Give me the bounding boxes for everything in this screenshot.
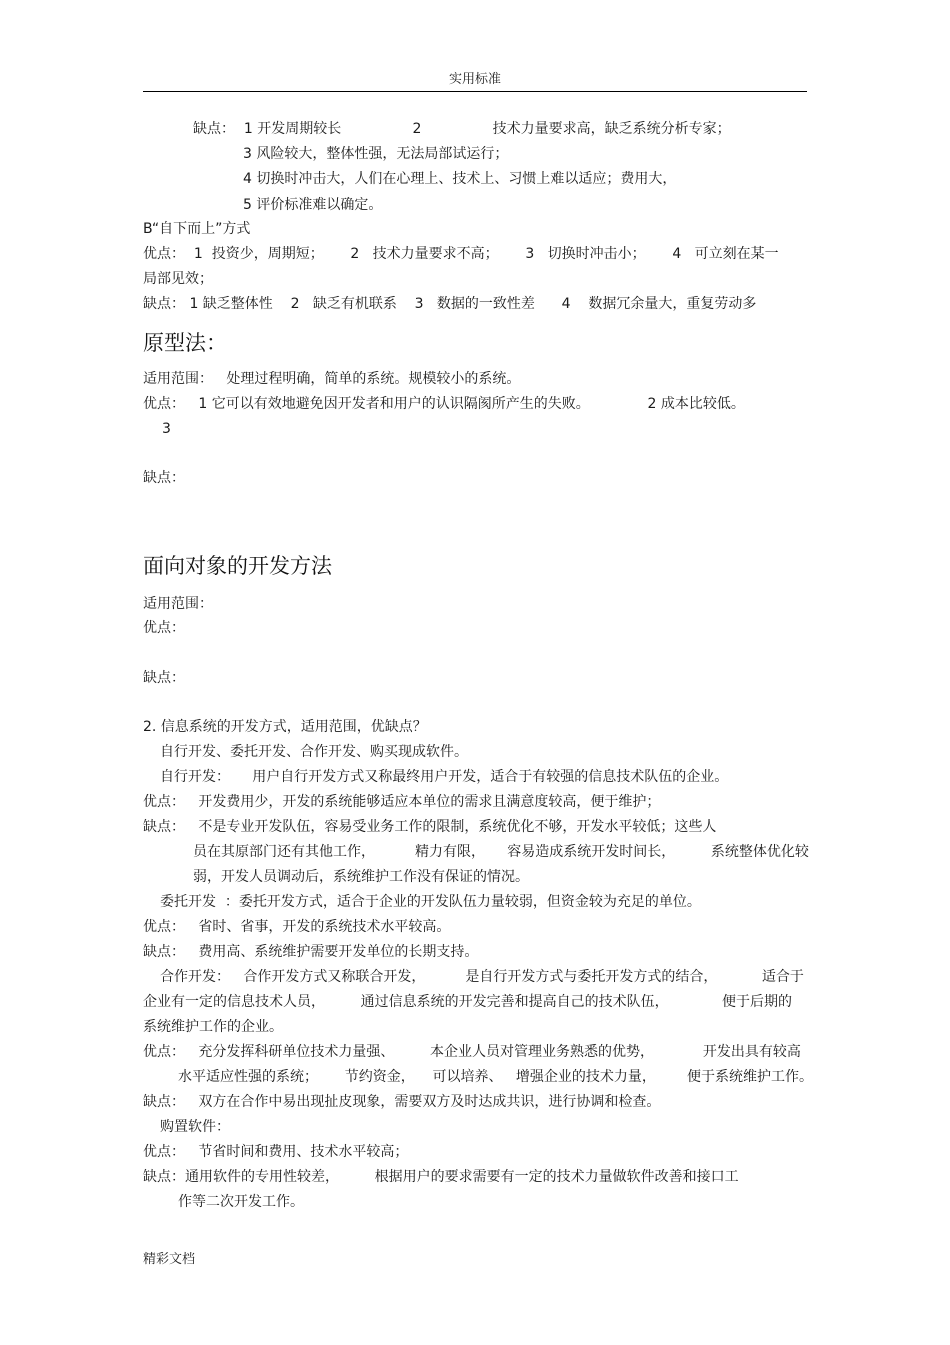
text-line: 自行开发： 用户自行开发方式又称最终用户开发，适合于有较强的信息技术队伍的企业。 (160, 769, 729, 785)
text-line: 优点： (143, 620, 185, 636)
text-line: 优点： 节省时间和费用、技术水平较高； (143, 1144, 409, 1160)
text-line: 缺点：通用软件的专用性较差， 根据用户的要求需要有一定的技术力量做软件改善和接口工 (143, 1169, 739, 1185)
text-line: 员在其原部门还有其他工作， 精力有限， 容易造成系统开发时间长， 系统整体优化较 (193, 844, 809, 860)
text-line: 优点： 1 投资少，周期短； 2 技术力量要求不高； 3 切换时冲击小； 4 可立刻在某一 (143, 246, 779, 262)
text-line: 4 切换时冲击大，人们在心理上、技术上、习惯上难以适应；费用大， (243, 171, 677, 187)
text-line: 优点： 充分发挥科研单位技术力量强、 本企业人员对管理业务熟悉的优势， 开发出具有较高 (143, 1044, 801, 1060)
text-line: 缺点： 1 缺乏整体性 2 缺乏有机联系 3 数据的一致性差 4 数据冗余量大，重复劳动多 (143, 296, 757, 312)
page-footer: 精彩文档 (143, 1252, 196, 1267)
text-line: 缺点： 不是专业开发队伍，容易受业务工作的限制，系统优化不够，开发水平较低；这些人 (143, 819, 717, 835)
text-line: 企业有一定的信息技术人员， 通过信息系统的开发完善和提高自己的技术队伍， 便于后期的 (143, 994, 793, 1010)
text-line: 局部见效； (143, 271, 213, 287)
text-line: 缺点： (143, 470, 185, 486)
page-header: 实用标准 (448, 72, 501, 87)
text-line: 优点： 开发费用少，开发的系统能够适应本单位的需求且满意度较高，便于维护； (143, 794, 661, 810)
text-line: 3 (162, 421, 171, 437)
text-line: 3 风险较大，整体性强，无法局部试运行； (243, 146, 509, 162)
section-heading: 原型法： (143, 331, 227, 355)
text-line: 购置软件： (160, 1119, 230, 1135)
text-line: 水平适应性强的系统； 节约资金， 可以培养、 增强企业的技术力量， 便于系统维护工作。 (178, 1069, 814, 1085)
header-rule (143, 91, 807, 92)
text-line: 自行开发、委托开发、合作开发、购买现成软件。 (160, 744, 468, 760)
text-line: 2. 信息系统的开发方式，适用范围，优缺点？ (143, 719, 427, 735)
text-line: 优点： 1 它可以有效地避免因开发者和用户的认识隔阂所产生的失败。 2 成本比较低。 (143, 396, 745, 412)
section-heading: 面向对象的开发方法 (143, 554, 332, 578)
text-line: 优点： 省时、省事，开发的系统技术水平较高。 (143, 919, 451, 935)
text-line: 5 评价标准难以确定。 (243, 197, 383, 213)
text-line: 适用范围： (143, 596, 213, 612)
text-line: 弱，开发人员调动后，系统维护工作没有保证的情况。 (193, 869, 529, 885)
text-line: 作等二次开发工作。 (178, 1194, 304, 1210)
text-line: 合作开发： 合作开发方式又称联合开发， 是自行开发方式与委托开发方式的结合， 适合于 (160, 969, 804, 985)
text-line: 适用范围： 处理过程明确，简单的系统。规模较小的系统。 (143, 371, 521, 387)
text-line: 缺点： 费用高、系统维护需要开发单位的长期支持。 (143, 944, 479, 960)
text-line: 缺点： (143, 670, 185, 686)
text-line: 缺点： 1 开发周期较长 2 技术力量要求高，缺乏系统分析专家； (193, 121, 731, 137)
text-line: 缺点： 双方在合作中易出现扯皮现象，需要双方及时达成共识，进行协调和检查。 (143, 1094, 661, 1110)
text-line: 委托开发 ：委托开发方式，适合于企业的开发队伍力量较弱，但资金较为充足的单位。 (160, 894, 701, 910)
text-line: 系统维护工作的企业。 (143, 1019, 283, 1035)
text-line: B“自下而上”方式 (143, 221, 251, 237)
